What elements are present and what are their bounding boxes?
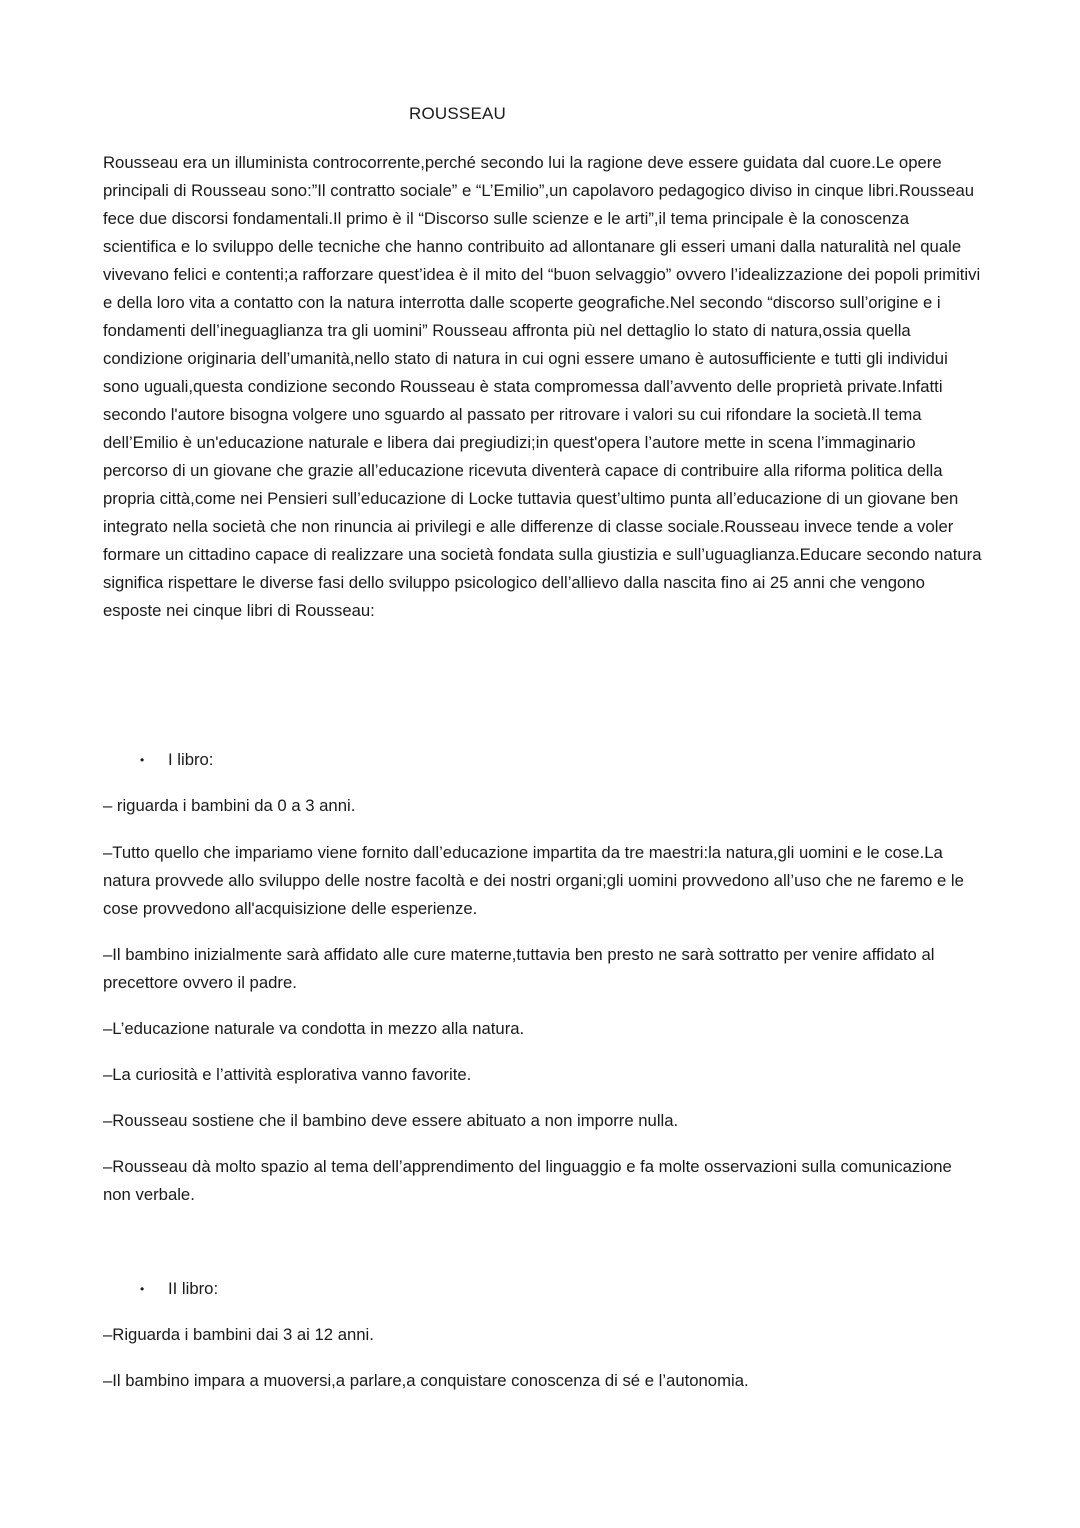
list-item: –La curiosità e l’attività esplorativa vanno favorite. <box>103 1065 472 1084</box>
book2-heading-label: II libro: <box>168 1279 219 1298</box>
book2-heading <box>140 1275 218 1303</box>
intro-paragraph: Rousseau era un illuminista controcorrente,perché secondo lui la ragione deve essere guidata dal cuore.Le opere principali di Rousseau sono:”Il contratto sociale” e “L’Emilio”,un capolavoro pedagogico diviso in cinque libri.Rousseau fece due discorsi fondamentali.Il primo è il “Discorso sulle scienze e le arti”,il tema principale è la conoscenza scientifica e lo sviluppo delle tecniche che hanno contribuito ad allontanare gli esseri umani dalla naturalità nel quale vivevano felici e contenti;a rafforzare quest’idea è il mito del “buon selvaggio” ovvero l’idealizzazione dei popoli primitivi e della loro vita a contatto con la natura interrotta dalle scoperte geografiche.Nel secondo “discorso sull’origine e i fondamenti dell’ineguaglianza tra gli uomini” Rousseau affronta più nel dettaglio lo stato di natura,ossia quella condizione originaria dell’umanità,nello stato di natura in cui ogni essere umano è autosufficiente e tutti gli individui sono uguali,questa condizione secondo Rousseau è stata compromessa dall’avvento delle proprietà private.Infatti secondo l'autore bisogna volgere uno sguardo al passato per ritrovare i valori su cui rifondare la società.Il tema dell’Emilio è un'educazione naturale e libera dai pregiudizi;in quest'opera l’autore mette in scena l’immaginario percorso di un giovane che grazie all’educazione ricevuta diventerà capace di contribuire alla riforma politica della propria città,come nei Pensieri sull’educazione di Locke tuttavia quest’ultimo punta all’educazione di un giovane ben integrato nella società che non rinuncia ai privilegi e alle differenze di classe sociale.Rousseau invece tende a voler formare un cittadino capace di realizzare una società fondata sulla giustizia e sull’uguaglianza.Educare secondo natura significa rispettare le diverse fasi dello sviluppo psicologico dell’allievo dalla nascita fino ai 25 anni che vengono esposte nei cinque libri di Rousseau: <box>103 153 982 620</box>
list-item: –Il bambino impara a muoversi,a parlare,a conquistare conoscenza di sé e l’autonomia. <box>103 1371 749 1390</box>
list-item: –Tutto quello che impariamo viene fornito dall’educazione impartita da tre maestri:la natura,gli uomini e le cose.La natura provvede allo sviluppo delle nostre facoltà e dei nostri organi;gli uomini provvedono all’uso che ne faremo e le cose provvedono all'acquisizione delle esperienze. <box>103 843 964 918</box>
list-item: –Rousseau sostiene che il bambino deve essere abituato a non imporre nulla. <box>103 1111 679 1130</box>
list-item: –Riguarda i bambini dai 3 ai 12 anni. <box>103 1325 374 1344</box>
page-title: ROUSSEAU <box>408 104 506 123</box>
bullet-icon: • <box>140 1282 145 1296</box>
book1-heading-label: I libro: <box>168 750 214 769</box>
bullet-icon: • <box>140 753 145 767</box>
list-item: –Il bambino inizialmente sarà affidato alle cure materne,tuttavia ben presto ne sarà sottratto per venire affidato al precettore ovvero il padre. <box>103 945 935 992</box>
book1-heading <box>140 746 213 774</box>
list-item: –L’educazione naturale va condotta in mezzo alla natura. <box>103 1019 525 1038</box>
list-item: –Rousseau dà molto spazio al tema dell’apprendimento del linguaggio e fa molte osservazioni sulla comunicazione non verbale. <box>103 1157 952 1204</box>
list-item: – riguarda i bambini da 0 a 3 anni. <box>103 796 356 815</box>
